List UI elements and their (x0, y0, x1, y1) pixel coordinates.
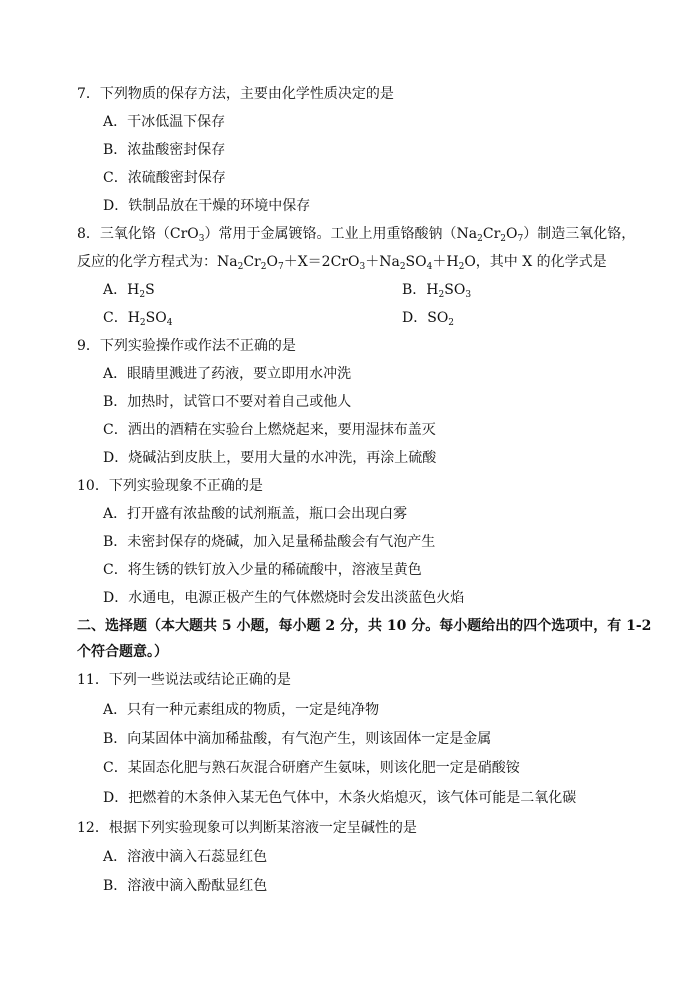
question-9-option-a: A．眼睛里溅进了药液，要立即用水冲洗 (103, 366, 352, 382)
question-12-option-b: B．溶液中滴入酚酞显红色 (103, 878, 268, 894)
question-7-option-a: A．干冰低温下保存 (103, 114, 226, 130)
question-11-option-c: C．某固态化肥与熟石灰混合研磨产生氨味，则该化肥一定是硝酸铵 (103, 760, 520, 776)
question-8-option-a: A．$H_2S$ (103, 282, 155, 300)
question-12-stem: 12．根据下列实验现象可以判断某溶液一定呈碱性的是 (77, 820, 417, 836)
question-8-option-d: D．$SO_2$ (402, 310, 455, 328)
question-10-option-d: D．水通电，电源正极产生的气体燃烧时会发出淡蓝色火焰 (103, 590, 465, 606)
section-2-heading-line-1: 二、选择题（本大题共 5 小题，每小题 2 分，共 10 分。每小题给出的四个选项中，有 1-2 (77, 618, 652, 634)
question-8-option-b: B．$H_2SO_3$ (402, 282, 472, 300)
question-11-option-b: B．向某固体中滴加稀盐酸，有气泡产生，则该固体一定是金属 (103, 731, 492, 747)
question-8-stem-line-1: 8．三氧化铬（CrO$_3$）常用于金属镀铬。工业上用重铬酸钠$(Na_2Cr_2O_7)$制造三氧化铬， (77, 226, 636, 244)
question-12-option-a: A．溶液中滴入石蕊显红色 (103, 849, 268, 865)
question-9-stem: 9．下列实验操作或作法不正确的是 (77, 338, 296, 354)
question-8-stem-line-2: 反应的化学方程式为：$Na_2Cr_2O_7+X=2CrO_3+Na_2SO_4+H_2O$，其中 X 的化学式是 (77, 254, 607, 272)
question-11-stem: 11．下列一些说法或结论正确的是 (77, 672, 291, 688)
question-11-option-a: A．只有一种元素组成的物质，一定是纯净物 (103, 702, 380, 718)
question-9-option-d: D．烧碱沾到皮肤上，要用大量的水冲洗，再涂上硫酸 (103, 450, 437, 466)
question-7-stem: 7．下列物质的保存方法，主要由化学性质决定的是 (77, 86, 394, 102)
question-10-stem: 10．下列实验现象不正确的是 (77, 478, 263, 494)
question-10-option-c: C．将生锈的铁钉放入少量的稀硫酸中，溶液呈黄色 (103, 562, 422, 578)
question-8-option-c: C．$H_2SO_4$ (103, 310, 173, 328)
question-9-option-b: B．加热时，试管口不要对着自己或他人 (103, 394, 352, 410)
question-10-option-b: B．未密封保存的烧碱，加入足量稀盐酸会有气泡产生 (103, 534, 436, 550)
question-7-option-b: B．浓盐酸密封保存 (103, 142, 226, 158)
question-7-option-d: D．铁制品放在干燥的环境中保存 (103, 198, 311, 214)
question-10-option-a: A．打开盛有浓盐酸的试剂瓶盖，瓶口会出现白雾 (103, 506, 408, 522)
section-2-heading-line-2: 个符合题意。） (77, 644, 168, 660)
question-7-option-c: C．浓硫酸密封保存 (103, 170, 226, 186)
question-11-option-d: D．把燃着的木条伸入某无色气体中，木条火焰熄灭，该气体可能是二氧化碳 (103, 790, 577, 806)
question-9-option-c: C．洒出的酒精在实验台上燃烧起来，要用湿抹布盖灭 (103, 422, 436, 438)
